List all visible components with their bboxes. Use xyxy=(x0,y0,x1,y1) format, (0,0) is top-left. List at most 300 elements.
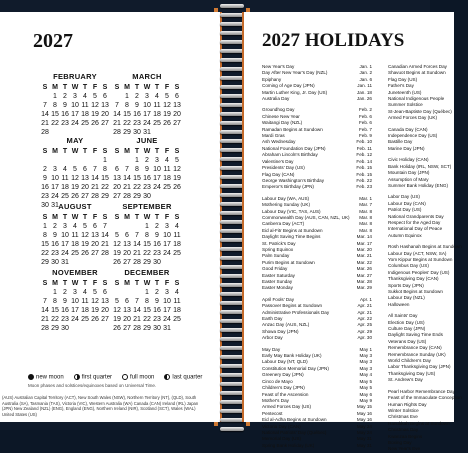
holiday-name: Spring Equinox xyxy=(262,246,294,252)
last-quarter-icon xyxy=(164,374,170,380)
day-cell: 23 xyxy=(133,120,141,127)
day-cell: 25 xyxy=(71,250,79,257)
day-cell: 16 xyxy=(133,111,141,118)
day-cell: 28 xyxy=(123,193,131,200)
day-cell: 2 xyxy=(63,289,67,296)
day-cell: 15 xyxy=(123,111,131,118)
holiday-date: May 31 xyxy=(356,436,372,442)
holiday-date: Feb. 10 xyxy=(356,139,372,145)
day-cell: 13 xyxy=(123,307,131,314)
day-cell: 5 xyxy=(73,166,77,173)
day-cell: 17 xyxy=(71,307,79,314)
day-cell: 2 xyxy=(155,289,159,296)
day-cell: 5 xyxy=(115,232,119,239)
day-cell: 2 xyxy=(53,223,57,230)
holiday-name: Culture Day (JPN) xyxy=(388,326,426,332)
day-cell: 4 xyxy=(63,166,67,173)
holiday-name: Father's Day xyxy=(388,83,414,89)
day-header: M xyxy=(52,280,58,287)
month-june xyxy=(112,136,182,201)
day-cell: 6 xyxy=(175,93,179,100)
day-header: S xyxy=(42,214,48,221)
day-cell xyxy=(172,325,182,333)
day-cell: 22 xyxy=(101,184,109,191)
day-cell: 26 xyxy=(173,184,181,191)
day-cell: 26 xyxy=(163,120,171,127)
day-cell: 9 xyxy=(155,298,159,305)
holiday-name: Shavuot Begins at Sundown xyxy=(388,70,446,76)
day-cell: 1 xyxy=(103,157,107,164)
spiral-ring xyxy=(220,184,244,188)
day-cell: 17 xyxy=(71,111,79,118)
day-cell: 30 xyxy=(143,193,151,200)
holiday-name: Administrative Professionals Day xyxy=(262,309,330,315)
day-cell: 22 xyxy=(123,120,131,127)
legend-new-moon: new moon xyxy=(36,374,64,381)
day-cell: 4 xyxy=(155,93,159,100)
holiday-date: Feb. 12 xyxy=(356,152,372,158)
day-cell: 24 xyxy=(71,120,79,127)
day-cell: 24 xyxy=(143,120,151,127)
day-header: M xyxy=(52,214,58,221)
holiday-date: Mar. 20 xyxy=(356,246,372,252)
day-cell: 13 xyxy=(173,102,181,109)
day-cell: 18 xyxy=(163,175,171,182)
holiday-date: May 3 xyxy=(359,365,372,371)
day-cell xyxy=(162,193,172,201)
day-header: F xyxy=(164,148,170,155)
holiday-date: May 1 xyxy=(359,346,372,352)
holiday-name: Christmas Day xyxy=(388,427,419,433)
day-header: T xyxy=(134,84,140,91)
day-cell xyxy=(90,157,100,165)
day-cell: 7 xyxy=(103,223,107,230)
holiday-date: May 9 xyxy=(359,397,372,403)
day-cell: 5 xyxy=(165,93,169,100)
holiday-name: Chinese New Year xyxy=(262,113,300,119)
day-cell: 25 xyxy=(173,250,181,257)
spiral-ring xyxy=(220,85,244,89)
day-cell: 2 xyxy=(145,157,149,164)
legend-last-quarter: last quarter xyxy=(172,374,203,381)
holidays-page xyxy=(242,12,462,452)
day-cell: 26 xyxy=(113,259,121,266)
spiral-ring xyxy=(220,31,244,35)
holiday-date: Mar. 26 xyxy=(356,266,372,272)
day-cell xyxy=(162,259,172,267)
holiday-name: Children's Day (JPN) xyxy=(262,385,305,391)
day-cell: 12 xyxy=(91,298,99,305)
day-cell: 13 xyxy=(123,241,131,248)
month-name: SEPTEMBER xyxy=(122,202,172,211)
spiral-ring xyxy=(220,4,244,8)
day-cell: 30 xyxy=(41,202,49,209)
holiday-name: Groundhog Day xyxy=(262,107,295,113)
holiday-name: Sports Day (JPN) xyxy=(388,282,424,288)
day-header: T xyxy=(82,280,88,287)
holiday-date: Feb. 7 xyxy=(358,126,372,132)
day-cell: 17 xyxy=(163,307,171,314)
day-cell: 24 xyxy=(71,316,79,323)
holiday-name: Martin Luther King, Jr. Day (US) xyxy=(262,89,328,95)
day-cell: 27 xyxy=(101,120,109,127)
holiday-date: Apr. 22 xyxy=(357,316,372,322)
month-name: JUNE xyxy=(136,136,158,145)
day-cell: 27 xyxy=(101,316,109,323)
day-header: M xyxy=(124,84,130,91)
holiday-date: May 5 xyxy=(359,385,372,391)
holiday-row xyxy=(262,443,372,449)
day-cell: 8 xyxy=(43,232,47,239)
new-moon-icon xyxy=(28,374,34,380)
day-cell: 16 xyxy=(153,241,161,248)
spiral-ring xyxy=(220,220,244,224)
day-cell: 17 xyxy=(51,184,59,191)
day-header: S xyxy=(174,84,180,91)
day-cell: 7 xyxy=(43,102,47,109)
day-cell: 22 xyxy=(41,250,49,257)
day-cell: 12 xyxy=(71,175,79,182)
spiral-ring xyxy=(220,13,244,17)
day-cell: 10 xyxy=(143,102,151,109)
spiral-ring xyxy=(220,265,244,269)
holiday-name: National Patriots' Day (Québec) xyxy=(262,429,327,435)
day-cell: 5 xyxy=(175,157,179,164)
day-cell: 30 xyxy=(51,259,59,266)
day-cell: 8 xyxy=(53,102,57,109)
spiral-ring xyxy=(220,292,244,296)
day-header: S xyxy=(114,214,120,221)
holiday-name: Easter Monday xyxy=(262,285,293,291)
holiday-name: Labour Day (WA, AUS) xyxy=(262,195,310,201)
spiral-ring xyxy=(220,418,244,422)
holiday-name: Summer Bank Holiday (ENG) xyxy=(388,182,448,188)
holiday-date: Mar. 8 xyxy=(359,227,372,233)
day-cell: 22 xyxy=(143,250,151,257)
holiday-name: All Saints' Day xyxy=(388,313,418,319)
day-cell: 25 xyxy=(81,316,89,323)
holiday-name: Earth Day xyxy=(262,316,283,322)
day-cell: 18 xyxy=(173,307,181,314)
holiday-date: Mar. 29 xyxy=(356,285,372,291)
day-cell: 8 xyxy=(135,166,139,173)
day-cell: 30 xyxy=(61,325,69,332)
day-cell xyxy=(40,289,50,297)
day-header: W xyxy=(143,84,151,91)
calendar-page xyxy=(0,12,222,422)
day-header: F xyxy=(164,280,170,287)
spiral-ring xyxy=(220,40,244,44)
day-cell xyxy=(70,325,80,333)
day-cell: 15 xyxy=(143,241,151,248)
holiday-date: Jan. 11 xyxy=(357,83,372,89)
day-cell: 16 xyxy=(61,111,69,118)
day-cell xyxy=(112,289,122,297)
day-cell: 7 xyxy=(93,166,97,173)
day-cell: 12 xyxy=(91,102,99,109)
day-cell: 31 xyxy=(51,202,59,209)
day-cell: 18 xyxy=(71,241,79,248)
holiday-name: Winter Solstice xyxy=(388,407,419,413)
holiday-name: Election Day (US) xyxy=(388,319,425,325)
holiday-date: May 3 xyxy=(359,353,372,359)
day-cell: 12 xyxy=(81,232,89,239)
day-header: F xyxy=(164,84,170,91)
day-cell: 28 xyxy=(91,193,99,200)
holiday-name: New Year's Day xyxy=(262,64,295,69)
day-cell: 15 xyxy=(41,241,49,248)
spiral-ring xyxy=(220,202,244,206)
holiday-date: Apr. 25 xyxy=(357,322,372,328)
day-cell: 12 xyxy=(113,307,121,314)
day-header: S xyxy=(174,214,180,221)
holiday-date: Mar. 14 xyxy=(356,234,372,240)
day-cell: 31 xyxy=(143,129,151,136)
holiday-name: Commonwealth Day (AUS, CAN, NZL, UK) xyxy=(262,214,350,220)
holiday-name: May Day xyxy=(262,346,281,352)
day-cell: 23 xyxy=(153,316,161,323)
holiday-name: Canada Day (CAN) xyxy=(388,126,428,132)
day-cell xyxy=(50,157,60,165)
holiday-name: National Grandparents Day xyxy=(388,213,444,219)
holiday-date: Mar. 8 xyxy=(359,221,372,227)
holiday-name: Human Rights Day xyxy=(388,401,427,407)
holiday-name: Bastille Day xyxy=(388,139,413,145)
day-cell: 25 xyxy=(173,316,181,323)
day-cell: 9 xyxy=(155,232,159,239)
day-cell: 28 xyxy=(101,250,109,257)
holiday-name: Assumption of Mary xyxy=(388,176,429,182)
holiday-date: Mar. 7 xyxy=(359,202,372,208)
day-cell: 14 xyxy=(113,111,121,118)
holiday-name: Eid al-Adha Begins at Sundown xyxy=(262,417,327,423)
holiday-name: Spring Bank Holiday (UK) xyxy=(262,442,315,448)
day-header: S xyxy=(174,148,180,155)
day-cell: 16 xyxy=(153,307,161,314)
month-name: MAY xyxy=(66,136,84,145)
day-cell: 1 xyxy=(125,93,129,100)
holiday-date: Mar. 17 xyxy=(356,240,372,246)
holiday-name: Daylight Saving Time Begins xyxy=(262,234,321,240)
holiday-name: New Year's Eve xyxy=(388,446,421,452)
day-cell: 29 xyxy=(51,325,59,332)
holiday-name: Canadian Armed Forces Day xyxy=(388,64,447,69)
holiday-date: Feb. 6 xyxy=(358,120,372,126)
spiral-ring xyxy=(220,94,244,98)
spiral-ring xyxy=(220,76,244,80)
spiral-ring xyxy=(220,238,244,242)
day-cell: 7 xyxy=(135,232,139,239)
holiday-name: Hanukkah Begins at Sundown xyxy=(388,420,450,426)
day-cell: 25 xyxy=(163,184,171,191)
month-name: DECEMBER xyxy=(124,268,170,277)
day-cell: 9 xyxy=(135,102,139,109)
holiday-name: St-Jean-Baptiste Day (Québec) xyxy=(388,108,452,114)
day-header: W xyxy=(71,84,79,91)
spiral-ring xyxy=(220,247,244,251)
day-cell: 9 xyxy=(53,232,57,239)
day-cell: 31 xyxy=(163,325,171,332)
holiday-name: Kwanzaa Begins xyxy=(388,433,423,439)
day-cell: 1 xyxy=(53,289,57,296)
spiral-ring xyxy=(220,409,244,413)
day-cell: 6 xyxy=(103,93,107,100)
holiday-date: Mar. 28 xyxy=(356,279,372,284)
spiral-ring xyxy=(220,328,244,332)
day-cell: 1 xyxy=(53,93,57,100)
day-header: M xyxy=(52,84,58,91)
holiday-name: Early May Bank Holiday (UK) xyxy=(262,353,322,359)
moon-legend xyxy=(28,374,202,388)
holiday-name: Cinco de Mayo xyxy=(262,378,293,384)
day-cell: 20 xyxy=(113,184,121,191)
holiday-name: Indigenous Peoples' Day (US) xyxy=(388,269,450,275)
day-header: M xyxy=(52,148,58,155)
spiral-ring xyxy=(220,49,244,53)
holiday-name: Summer Solstice xyxy=(388,102,423,108)
day-header: M xyxy=(124,214,130,221)
day-cell: 20 xyxy=(173,111,181,118)
holiday-name: Labour Day (NZL) xyxy=(388,295,425,301)
day-cell: 29 xyxy=(133,193,141,200)
day-cell: 23 xyxy=(153,250,161,257)
holiday-date: May 5 xyxy=(359,378,372,384)
holiday-date: Mar. 1 xyxy=(359,195,372,201)
day-cell: 6 xyxy=(83,166,87,173)
day-cell: 29 xyxy=(101,193,109,200)
holiday-date: Jan. 1 xyxy=(359,64,372,69)
day-cell: 13 xyxy=(113,175,121,182)
day-cell: 9 xyxy=(63,298,67,305)
day-cell: 18 xyxy=(81,111,89,118)
holiday-name: Respect for the Aged Day xyxy=(388,219,441,225)
holiday-date: Apr. 21 xyxy=(357,309,372,315)
day-cell: 11 xyxy=(81,298,89,305)
day-cell: 15 xyxy=(133,175,141,182)
day-cell xyxy=(60,157,70,165)
day-cell: 26 xyxy=(113,325,121,332)
holiday-name: Thanksgiving Day (CAN) xyxy=(388,276,439,282)
day-header: S xyxy=(114,148,120,155)
day-cell: 10 xyxy=(71,298,79,305)
day-cell xyxy=(112,157,122,165)
holiday-name: Easter Saturday xyxy=(262,272,295,278)
day-cell xyxy=(122,289,132,297)
day-cell: 20 xyxy=(101,307,109,314)
day-cell: 6 xyxy=(125,298,129,305)
day-header: W xyxy=(143,148,151,155)
day-cell: 18 xyxy=(153,111,161,118)
day-cell xyxy=(122,223,132,231)
day-header: T xyxy=(82,84,88,91)
day-cell: 27 xyxy=(113,193,121,200)
day-cell: 26 xyxy=(71,193,79,200)
holiday-name: Pentecost xyxy=(262,410,283,416)
day-header: S xyxy=(102,280,108,287)
holiday-date: Feb. 15 xyxy=(356,171,372,177)
holiday-date: Apr. 30 xyxy=(357,335,372,341)
day-cell: 24 xyxy=(51,193,59,200)
day-header: T xyxy=(134,214,140,221)
day-cell: 26 xyxy=(91,120,99,127)
day-header: S xyxy=(114,280,120,287)
day-cell: 29 xyxy=(41,259,49,266)
day-header: T xyxy=(62,214,68,221)
day-cell: 21 xyxy=(41,316,49,323)
day-cell: 11 xyxy=(173,298,181,305)
moon-note: Moon phases and solstices/equinoxes based on Universal Time. xyxy=(28,382,157,388)
holiday-name: Patriot Day (US) xyxy=(388,207,422,213)
holiday-name: World Children's Day xyxy=(388,358,431,364)
spiral-ring xyxy=(220,427,244,431)
day-header: T xyxy=(82,214,88,221)
day-cell xyxy=(70,157,80,165)
day-cell: 3 xyxy=(155,157,159,164)
day-cell: 23 xyxy=(143,184,151,191)
day-header: M xyxy=(124,280,130,287)
day-cell: 16 xyxy=(61,307,69,314)
day-cell: 30 xyxy=(153,325,161,332)
day-header: T xyxy=(154,84,160,91)
day-cell xyxy=(100,259,110,267)
day-cell xyxy=(132,289,142,297)
holiday-name: Flag Day (US) xyxy=(388,76,418,82)
month-february xyxy=(40,72,110,137)
day-cell xyxy=(40,93,50,101)
day-header: S xyxy=(102,84,108,91)
holiday-name: National Foundation Day (JPN) xyxy=(262,145,326,151)
month-november xyxy=(40,268,110,333)
day-header: T xyxy=(62,280,68,287)
day-cell: 14 xyxy=(133,241,141,248)
spiral-ring xyxy=(220,148,244,152)
spiral-ring xyxy=(220,391,244,395)
day-cell: 15 xyxy=(143,307,151,314)
legend-full-moon: full moon xyxy=(130,374,155,381)
day-cell: 7 xyxy=(43,298,47,305)
spiral-ring xyxy=(220,166,244,170)
spiral-ring xyxy=(220,211,244,215)
month-name: NOVEMBER xyxy=(52,268,98,277)
holiday-name: Canberra Day (ACT) xyxy=(262,221,305,227)
day-cell: 4 xyxy=(83,289,87,296)
holiday-name: Anzac Day (AUS, NZL) xyxy=(262,322,310,328)
day-cell: 8 xyxy=(125,102,129,109)
day-header: F xyxy=(92,84,98,91)
holiday-name: Sukkot Begins at Sundown xyxy=(388,289,443,294)
month-name: FEBRUARY xyxy=(53,72,97,81)
month-name: AUGUST xyxy=(58,202,92,211)
day-cell: 6 xyxy=(115,166,119,173)
day-cell: 21 xyxy=(91,184,99,191)
day-header: M xyxy=(124,148,130,155)
day-cell: 8 xyxy=(145,298,149,305)
spiral-ring xyxy=(220,193,244,197)
spiral-ring xyxy=(220,364,244,368)
day-cell xyxy=(90,325,100,333)
holiday-date: Jan. 18 xyxy=(356,89,372,95)
month-august xyxy=(40,202,110,267)
day-cell: 20 xyxy=(81,184,89,191)
day-cell: 26 xyxy=(81,250,89,257)
holiday-name: Ramadan Begins at Sundown xyxy=(262,126,323,132)
day-cell: 8 xyxy=(53,298,57,305)
day-cell: 2 xyxy=(63,93,67,100)
holiday-date: May 16 xyxy=(356,410,372,416)
day-cell: 11 xyxy=(173,232,181,239)
spiral-ring xyxy=(220,337,244,341)
spiral-ring xyxy=(220,139,244,143)
